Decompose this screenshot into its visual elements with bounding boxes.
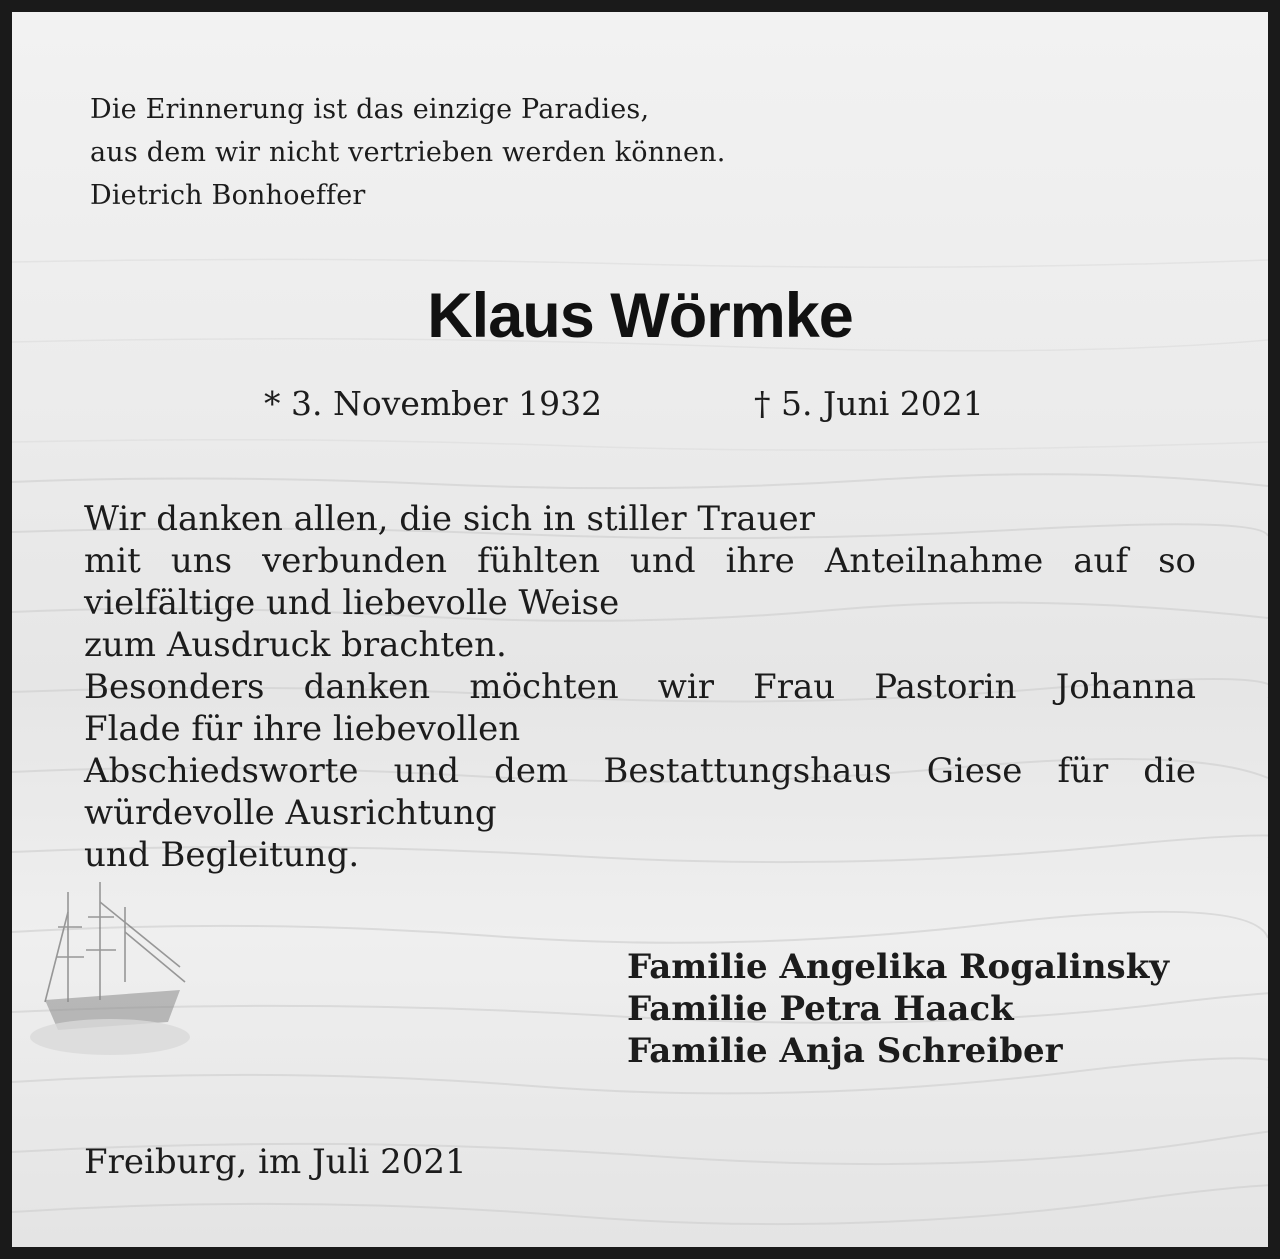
message-line: und Begleitung.	[84, 835, 360, 875]
message-line: Flade für ihre liebevollen	[84, 709, 521, 749]
deceased-name: Klaus Wörmke	[427, 281, 853, 351]
message-line: würdevolle Ausrichtung	[84, 793, 497, 833]
signer: Familie Angelika Rogalinsky	[627, 947, 1170, 987]
signer: Familie Anja Schreiber	[627, 1031, 1063, 1071]
birth-date: * 3. November 1932	[264, 384, 603, 423]
signer: Familie Petra Haack	[627, 989, 1014, 1029]
quote-line: Die Erinnerung ist das einzige Paradies,	[90, 94, 650, 125]
message-line: mit uns verbunden fühlten und ihre Anteilnahme auf so	[84, 541, 1196, 581]
message-line: Abschiedsworte und dem Bestattungshaus Giese für die	[84, 751, 1196, 791]
sailing-ship-illustration	[30, 872, 200, 1072]
message-line: zum Ausdruck brachten.	[84, 625, 507, 665]
thank-you-message	[84, 498, 1196, 876]
place-and-date: Freiburg, im Juli 2021	[84, 1142, 467, 1182]
message-line: vielfältige und liebevolle Weise	[84, 583, 620, 623]
quote-line: aus dem wir nicht vertrieben werden können.	[90, 137, 726, 168]
message-line: Wir danken allen, die sich in stiller Trauer	[84, 499, 815, 539]
quote-author: Dietrich Bonhoeffer	[90, 180, 366, 211]
death-date: † 5. Juni 2021	[754, 384, 984, 423]
bonhoeffer-quote	[90, 88, 726, 217]
message-line: Besonders danken möchten wir Frau Pastorin Johanna	[84, 667, 1196, 707]
signers-list	[627, 946, 1169, 1072]
